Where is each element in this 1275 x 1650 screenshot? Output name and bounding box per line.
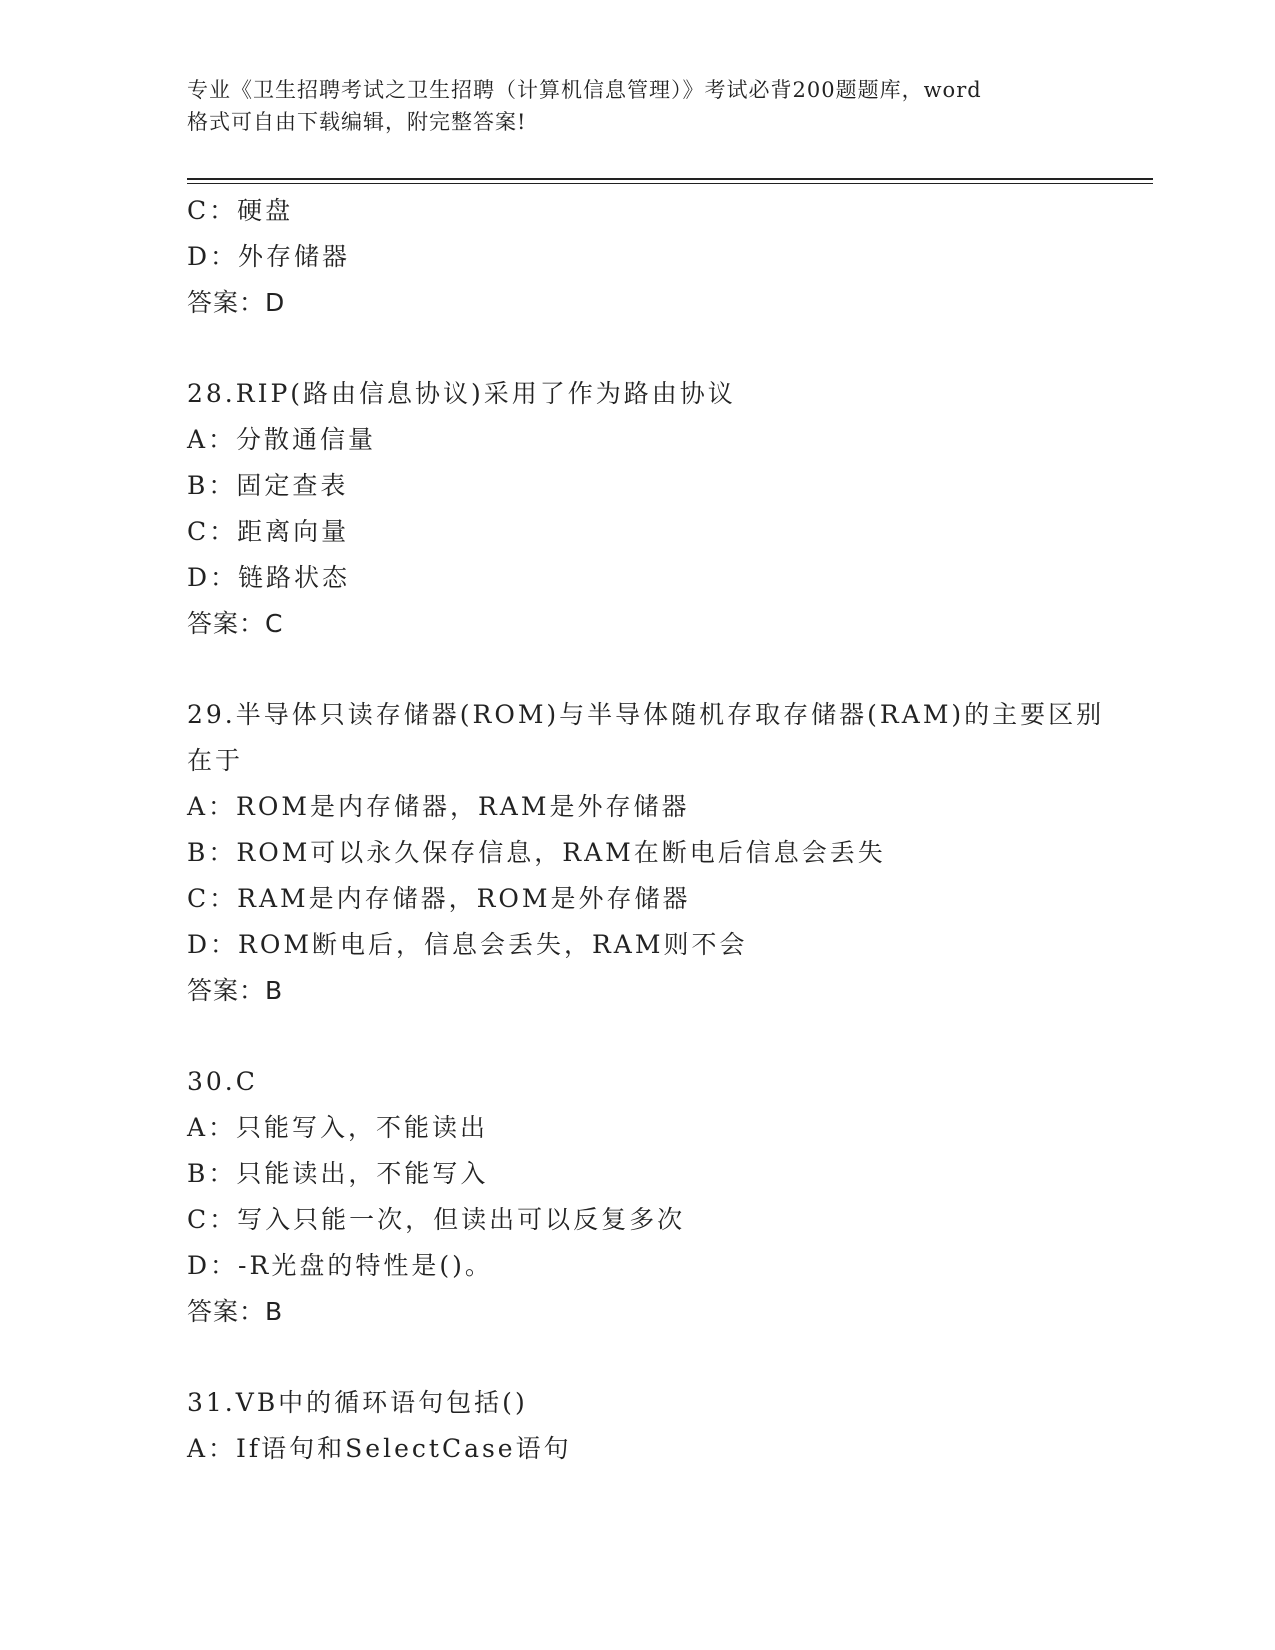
option-c: C：RAM是内存储器，ROM是外存储器 <box>187 884 691 913</box>
option-c: C：写入只能一次，但读出可以反复多次 <box>187 1205 686 1234</box>
header-line-1: 专业《卫生招聘考试之卫生招聘（计算机信息管理）》考试必背200题题库，word <box>187 78 982 102</box>
answer-label: 答案：D <box>187 288 286 317</box>
document-header <box>187 74 1087 138</box>
header-divider-thick <box>187 178 1153 180</box>
header-divider-thin <box>187 183 1153 184</box>
question-28 <box>187 371 1087 647</box>
question-text-line-1: 29.半导体只读存储器(ROM)与半导体随机存取存储器(RAM)的主要区别 <box>187 700 1105 729</box>
option-c: C：硬盘 <box>187 196 294 225</box>
option-d: D：链路状态 <box>187 563 351 592</box>
document-body <box>187 188 1105 1472</box>
option-b: B：固定查表 <box>187 471 349 500</box>
option-b: B：ROM可以永久保存信息，RAM在断电后信息会丢失 <box>187 838 886 867</box>
answer-label: 答案：B <box>187 1297 284 1326</box>
option-b: B：只能读出，不能写入 <box>187 1159 489 1188</box>
question-30 <box>187 1059 1087 1335</box>
option-a: A：只能写入，不能读出 <box>187 1113 489 1142</box>
option-a: A：分散通信量 <box>187 425 377 454</box>
spacer <box>187 1335 1087 1380</box>
spacer <box>187 326 1087 371</box>
option-c: C：距离向量 <box>187 517 350 546</box>
answer-label: 答案：C <box>187 609 284 638</box>
option-a: A：If语句和SelectCase语句 <box>187 1434 572 1463</box>
question-text-line-2: 在于 <box>187 746 244 775</box>
question-31 <box>187 1380 1087 1472</box>
spacer <box>187 647 1087 692</box>
spacer <box>187 1014 1087 1059</box>
question-29 <box>187 692 1105 1014</box>
option-d: D：外存储器 <box>187 242 351 271</box>
answer-label: 答案：B <box>187 976 284 1005</box>
question-text: 28.RIP(路由信息协议)采用了作为路由协议 <box>187 379 736 408</box>
option-d: D：-R光盘的特性是()。 <box>187 1251 493 1280</box>
header-line-2: 格式可自由下载编辑，附完整答案! <box>187 110 527 134</box>
option-d: D：ROM断电后，信息会丢失，RAM则不会 <box>187 930 748 959</box>
question-text: 31.VB中的循环语句包括() <box>187 1388 528 1417</box>
question-27-continued <box>187 188 1087 326</box>
question-text: 30.C <box>187 1067 258 1096</box>
option-a: A：ROM是内存储器，RAM是外存储器 <box>187 792 690 821</box>
